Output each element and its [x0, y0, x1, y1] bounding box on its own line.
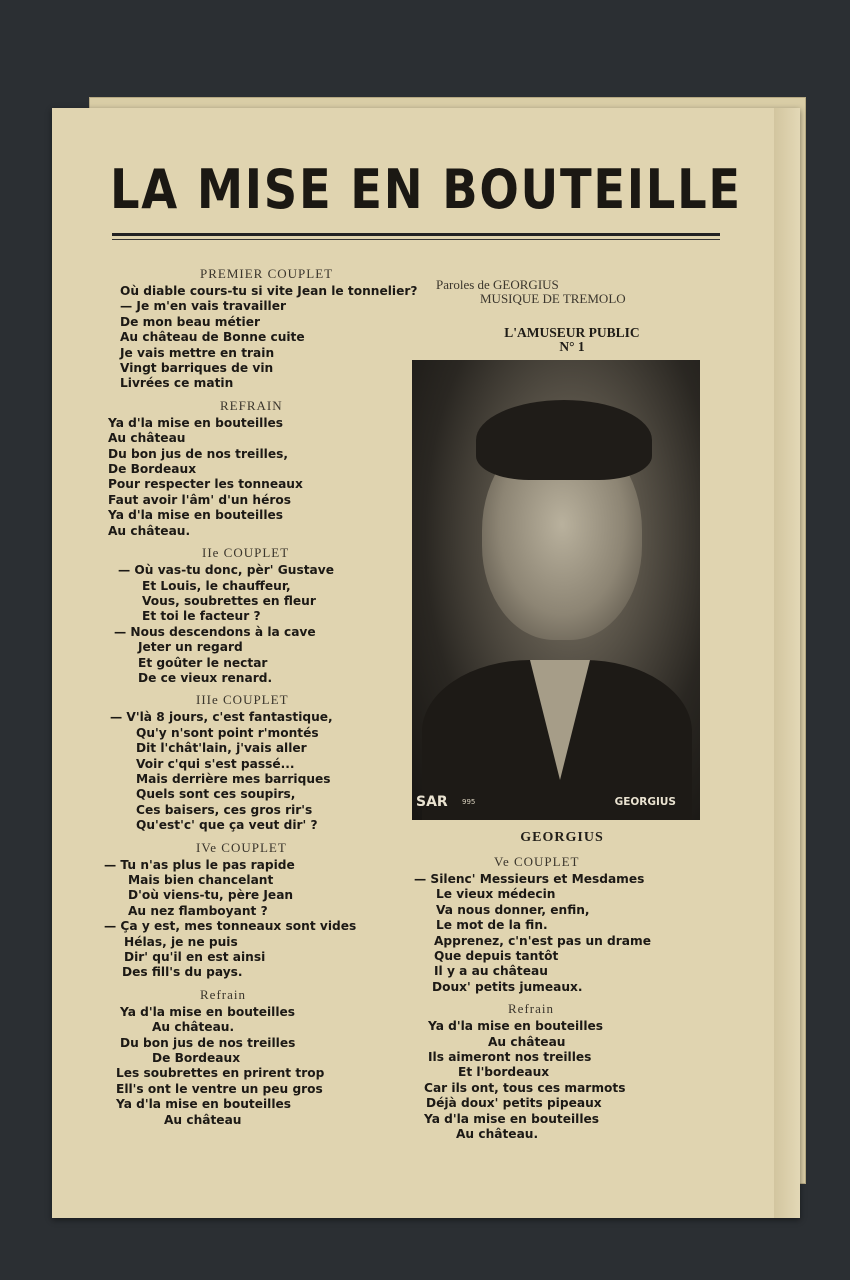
refrain-line: Ya d'la mise en bouteilles	[120, 1004, 296, 1019]
verse-lines	[120, 284, 418, 392]
title-rule	[112, 233, 720, 236]
refrain-line: Au château	[488, 1034, 566, 1049]
verse-line: D'où viens-tu, père Jean	[128, 888, 294, 903]
verse-line: Le mot de la fin.	[436, 918, 548, 933]
refrain-line: Du bon jus de nos treilles,	[108, 446, 288, 461]
verse-line: Et goûter le nectar	[138, 655, 268, 670]
verse-line: Hélas, je ne puis	[124, 934, 238, 949]
verse-line: Et toi le facteur ?	[142, 609, 261, 624]
lyrics-credit: Paroles de GEORGIUS	[436, 277, 559, 292]
refrain-line: Au château.	[152, 1020, 235, 1035]
refrain-line: De Bordeaux	[108, 462, 197, 477]
verse-heading: IIe COUPLET	[202, 545, 290, 561]
verse-line: Au nez flamboyant ?	[128, 903, 268, 918]
verse-line: Va nous donner, enfin,	[436, 902, 590, 917]
verse-line: — Tu n'as plus le pas rapide	[104, 857, 295, 872]
verse-line: Vingt barriques de vin	[120, 361, 274, 376]
verse-line: — V'là 8 jours, c'est fantastique,	[110, 710, 333, 725]
verse-block	[200, 266, 414, 282]
refrain-line: Déjà doux' petits pipeaux	[426, 1096, 602, 1111]
studio-logo: SAR	[416, 794, 448, 810]
refrain-line: Faut avoir l'âm' d'un héros	[108, 492, 291, 507]
refrain-line: Au château.	[456, 1127, 539, 1142]
left-column	[104, 266, 418, 1128]
verse-line: — Silenc' Messieurs et Mesdames	[414, 872, 645, 886]
refrain-line: Car ils ont, tous ces marmots	[424, 1080, 626, 1095]
right-column	[414, 854, 744, 1143]
song-title: LA MISE EN BOUTEILLE	[110, 158, 742, 221]
verse-line: Livrées ce matin	[120, 376, 234, 391]
refrain-line: Ya d'la mise en bouteilles	[108, 508, 284, 523]
series-info	[462, 326, 682, 354]
series-name: L'AMUSEUR PUBLIC	[504, 325, 640, 340]
verse-line: Apprenez, c'n'est pas un drame	[434, 933, 651, 948]
refrain-line: Du bon jus de nos treilles	[120, 1035, 296, 1050]
refrain-line: Au château	[108, 431, 186, 446]
refrain-line: Ya d'la mise en bouteilles	[424, 1111, 600, 1126]
verse-line: Des fill's du pays.	[122, 965, 243, 980]
refrain-heading: Refrain	[508, 1001, 554, 1017]
credits	[436, 278, 736, 306]
verse-line: Qu'est'c' que ça veut dir' ?	[136, 818, 318, 833]
refrain-line: Pour respecter les tonneaux	[108, 477, 303, 492]
verse-line: Vous, soubrettes en fleur	[142, 593, 316, 608]
verse-line: — Je m'en vais travailler	[120, 299, 286, 314]
verse-line: Jeter un regard	[138, 640, 243, 655]
refrain-line: De Bordeaux	[152, 1051, 241, 1066]
verse-line: Ces baisers, ces gros rir's	[136, 802, 313, 817]
verse-line: Quels sont ces soupirs,	[136, 787, 296, 802]
verse-line: Voir c'qui s'est passé...	[136, 756, 295, 771]
hair-shape	[476, 400, 652, 480]
verse-line: De ce vieux renard.	[138, 670, 273, 685]
verse-line: Au château de Bonne cuite	[120, 330, 305, 345]
page-fold	[774, 108, 800, 1218]
refrain-line: Au château.	[108, 523, 191, 538]
refrain-line: Ya d'la mise en bouteilles	[116, 1097, 292, 1112]
verse-line: Mais derrière mes barriques	[136, 771, 331, 786]
verse-line: Mais bien chancelant	[128, 873, 274, 887]
verse-heading: IVe COUPLET	[196, 839, 287, 855]
refrain-line: Ya d'la mise en bouteilles	[428, 1019, 604, 1034]
photo-signature: GEORGIUS	[614, 796, 676, 808]
verse-line: Dit l'chât'lain, j'vais aller	[136, 741, 307, 756]
verse-line: Dir' qu'il en est ainsi	[124, 950, 266, 965]
title-rule-thin	[112, 239, 720, 240]
refrain-line: Ell's ont le ventre un peu gros	[116, 1081, 323, 1096]
photo-caption: GEORGIUS	[520, 830, 604, 845]
verse-line: Il y a au château	[434, 964, 548, 979]
verse-line: Où diable cours-tu si vite Jean le tonnelier?	[120, 284, 418, 298]
portrait-photo	[412, 360, 700, 820]
song-sheet	[52, 108, 800, 1218]
verse-line: Que depuis tantôt	[434, 949, 559, 964]
refrain-line: Au château	[164, 1112, 242, 1127]
series-number: N° 1	[559, 339, 585, 354]
verse-line: — Ça y est, mes tonneaux sont vides	[104, 919, 357, 934]
verse-line: Et Louis, le chauffeur,	[142, 578, 291, 593]
refrain-line: Ils aimeront nos treilles	[428, 1050, 592, 1065]
verse-line: — Nous descendons à la cave	[114, 624, 316, 639]
verse-heading: Ve COUPLET	[494, 854, 580, 869]
verse-line: Qu'y n'sont point r'montés	[136, 725, 319, 740]
verse-line: Doux' petits jumeaux.	[432, 979, 583, 994]
verse-line: Je vais mettre en train	[120, 345, 275, 360]
refrain-heading: Refrain	[200, 986, 246, 1002]
refrain-line: Les soubrettes en prirent trop	[116, 1066, 325, 1081]
verse-heading: PREMIER COUPLET	[200, 266, 334, 281]
photo-number: 995	[462, 798, 476, 806]
music-credit: MUSIQUE DE TREMOLO	[480, 291, 626, 306]
refrain-heading: REFRAIN	[220, 397, 283, 413]
refrain-line: Ya d'la mise en bouteilles	[108, 415, 284, 430]
refrain-line: Et l'bordeaux	[458, 1065, 550, 1080]
verse-heading: IIIe COUPLET	[196, 692, 289, 708]
verse-line: Le vieux médecin	[436, 887, 556, 902]
verse-line: — Où vas-tu donc, pèr' Gustave	[118, 563, 334, 578]
verse-line: De mon beau métier	[120, 314, 260, 329]
